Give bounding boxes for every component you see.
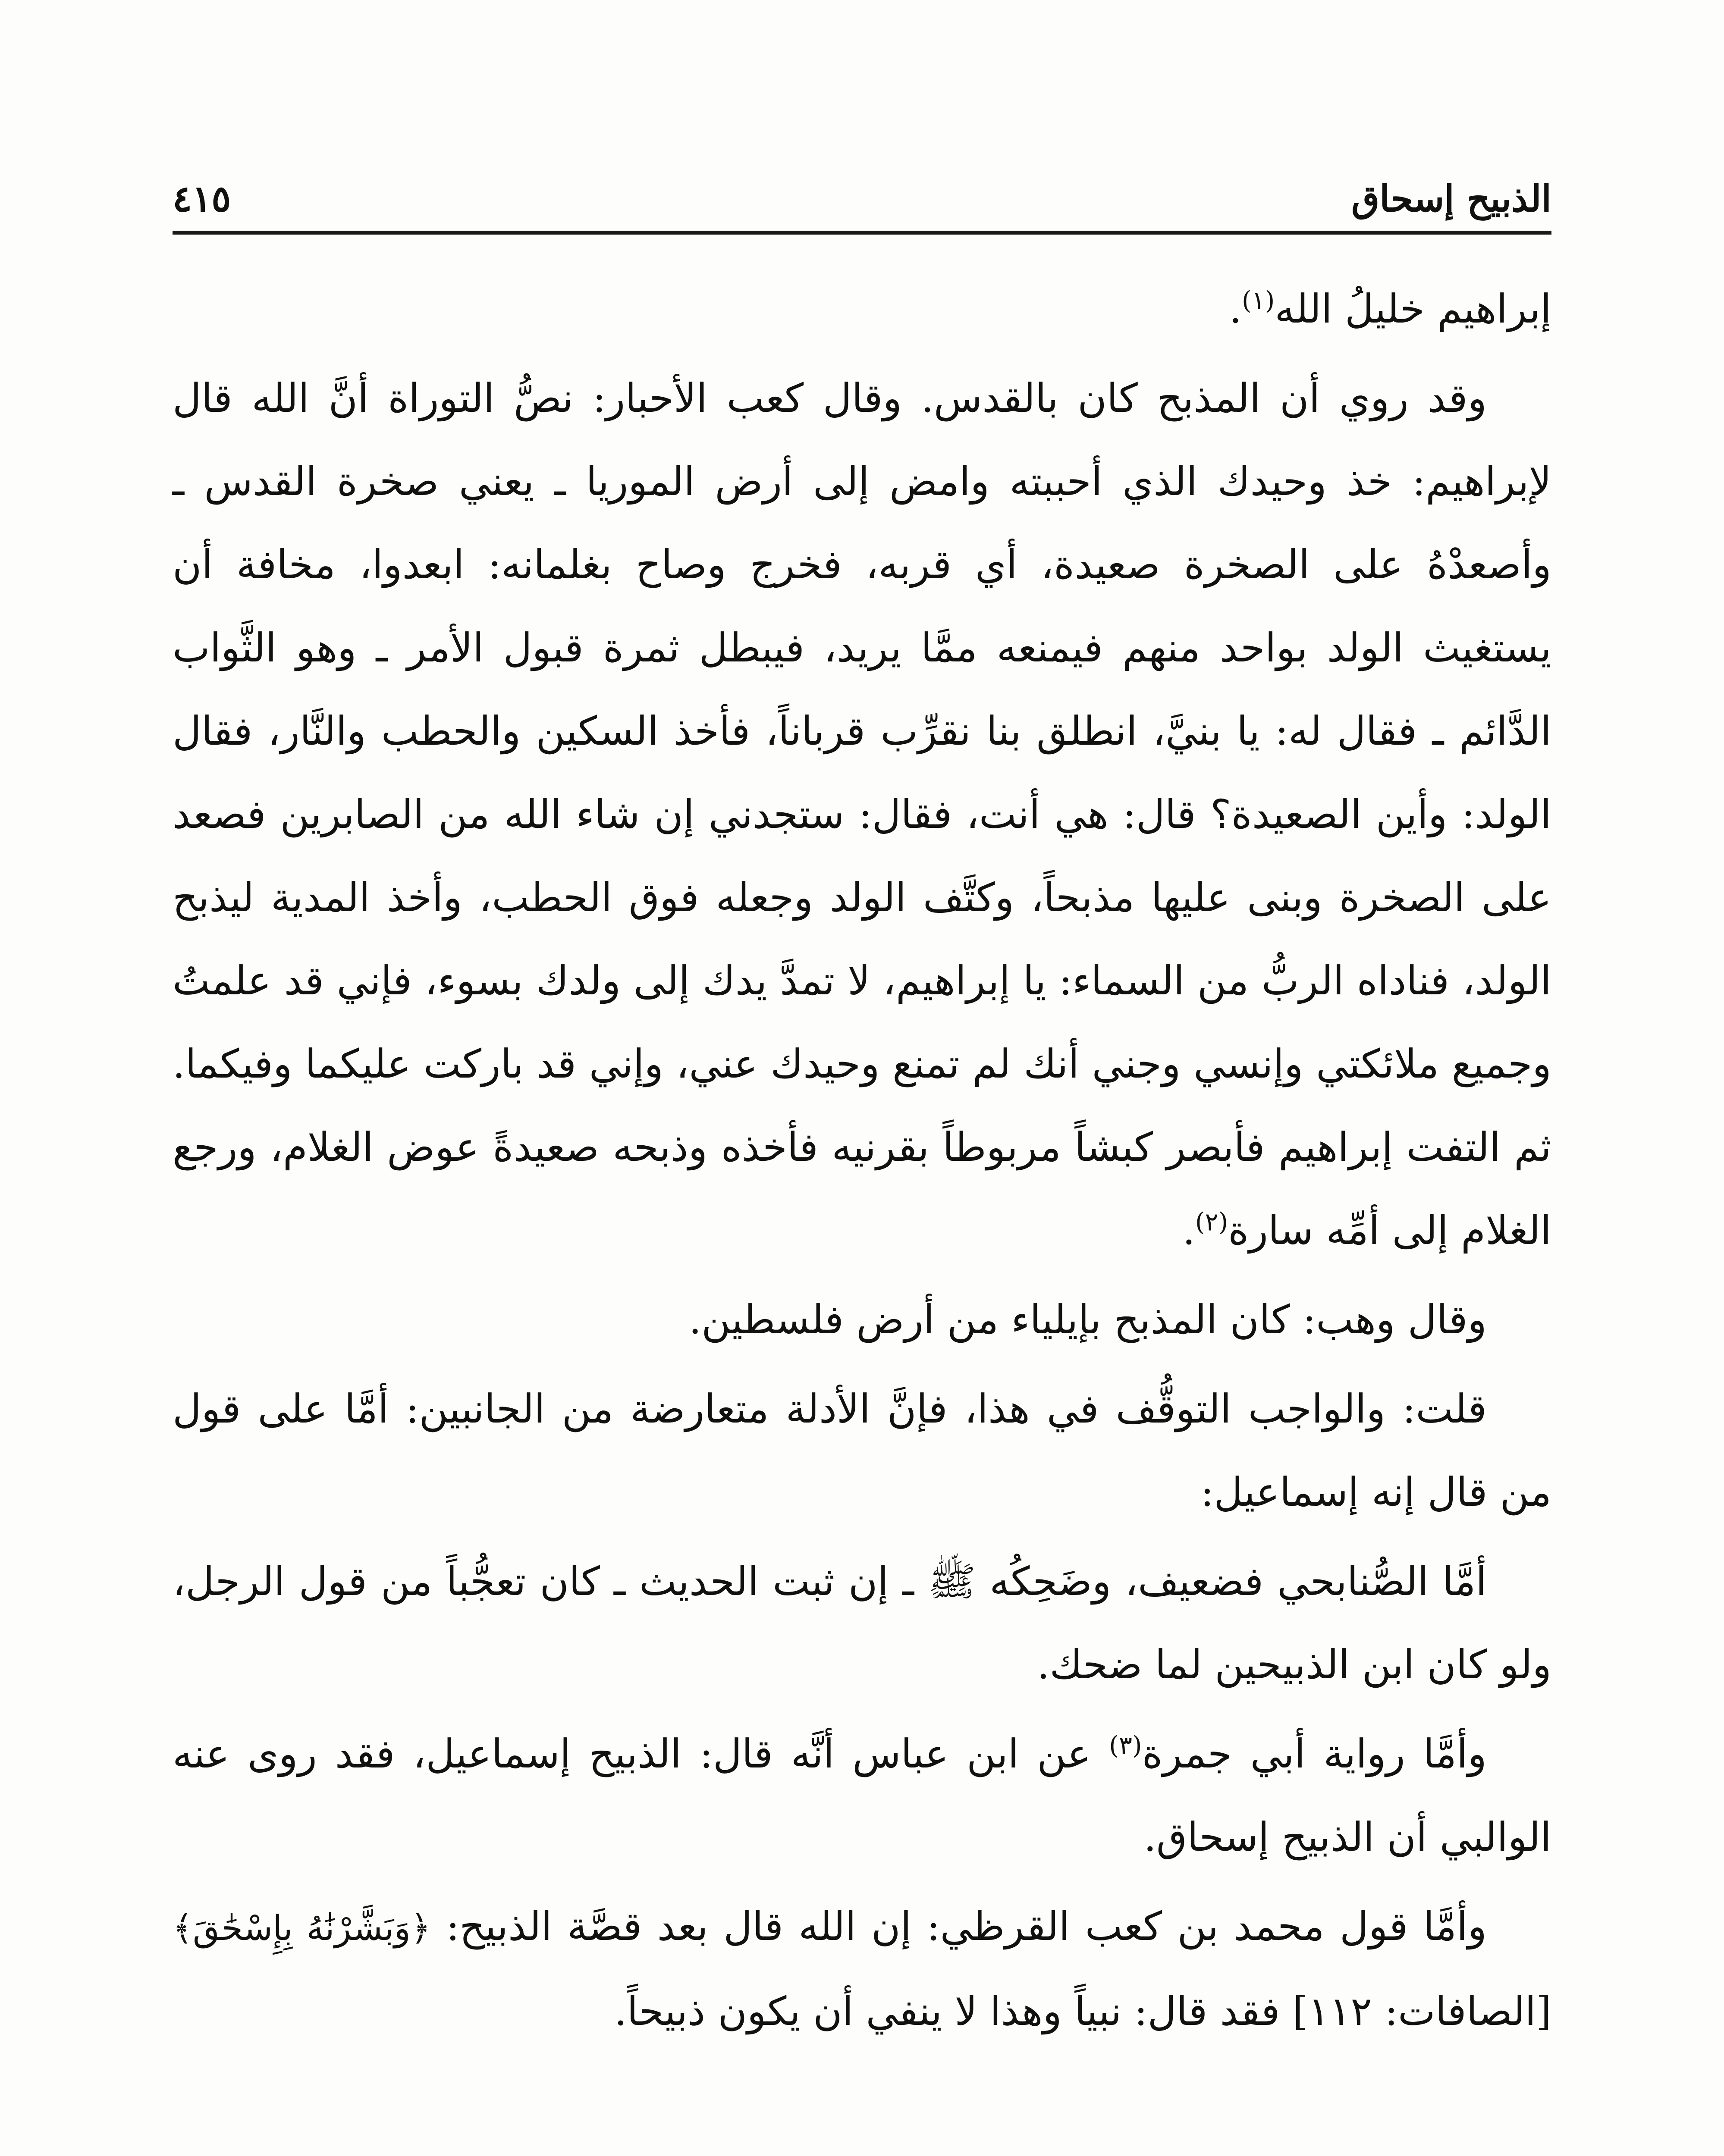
paragraph-text: إبراهيم خليلُ الله bbox=[1275, 286, 1551, 332]
paragraph-4 bbox=[173, 1367, 1551, 1534]
running-title: الذبيح إسحاق bbox=[1351, 177, 1551, 220]
paragraph-3 bbox=[173, 1278, 1551, 1361]
page-number: ٤١٥ bbox=[173, 177, 231, 220]
paragraph-1 bbox=[173, 267, 1551, 351]
paragraph-6 bbox=[173, 1712, 1551, 1879]
paragraph-2 bbox=[173, 357, 1551, 1272]
footnote-marker-2: (٢) bbox=[1195, 1207, 1228, 1237]
footnote-marker-3: (٣) bbox=[1109, 1730, 1142, 1760]
paragraph-text: وقد روي أن المذبح كان بالقدس. وقال كعب الأحبار: نصُّ التوراة أنَّ الله قال لإبراهيم: خذ وحيدك الذي أحببته وامض إلى أرض الموريا ـ يعني صخرة القدس ـ وأصعدْهُ على الصخرة صعيدة، أي قربه، فخرج وصاح بغلمانه: ابعدوا، مخافة أن يستغيث الولد بواحد منهم فيمنعه ممَّا يريد، فيبطل ثمرة قبول الأمر ـ وهو الثَّواب الدَّائم ـ فقال له: يا بنيَّ، انطلق بنا نقرِّب قرباناً، فأخذ السكين والحطب والنَّار، فقال الولد: وأين الصعيدة؟ قال: هي أنت، فقال: ستجدني إن شاء الله من الصابرين فصعد على الصخرة وبنى عليها مذبحاً، وكتَّف الولد وجعله فوق الحطب، وأخذ المدية ليذبح الولد، فناداه الربُّ من السماء: يا إبراهيم، لا تمدَّ يدك إلى ولدك بسوء، فإني قد علمتُ وجميع ملائكتي وإنسي وجني أنك لم تمنع وحيدك عني، وإني قد باركت عليكما وفيكما. ثم التفت إبراهيم فأبصر كبشاً مربوطاً بقرنيه فأخذه وذبحه صعيدةً عوض الغلام، ورجع الغلام إلى أمِّه سارة bbox=[173, 375, 1551, 1253]
paragraph-text: أمَّا الصُّنابحي فضعيف، وضَحِكُه ﷺ ـ إن ثبت الحديث ـ كان تعجُّباً من قول الرجل، ولو كان ابن الذبيحين لما ضحك. bbox=[173, 1558, 1551, 1688]
paragraph-text: وأمَّا رواية أبي جمرة bbox=[1142, 1731, 1487, 1777]
paragraph-text: وقال وهب: كان المذبح بإيلياء من أرض فلسطين. bbox=[688, 1297, 1487, 1343]
paragraph-text: عن ابن عباس أنَّه قال: الذبيح إسماعيل، فقد روى عنه الوالبي أن الذبيح إسحاق. bbox=[173, 1731, 1551, 1860]
page-header bbox=[173, 147, 1551, 220]
footnote-marker-1: (١) bbox=[1241, 285, 1275, 315]
paragraph-tail: . bbox=[1229, 286, 1242, 332]
paragraph-tail: . bbox=[1182, 1207, 1195, 1253]
paragraph-5 bbox=[173, 1540, 1551, 1706]
main-text bbox=[173, 267, 1551, 2059]
paragraph-7 bbox=[173, 1885, 1551, 2053]
quran-verse: ﴿وَبَشَّرْنَٰهُ بِإِسْحَٰقَ﴾ bbox=[173, 1908, 431, 1948]
paragraph-text: وأمَّا قول محمد بن كعب القرظي: إن الله قال بعد قصَّة الذبيح: bbox=[430, 1903, 1487, 1949]
paragraph-text: قلت: والواجب التوقُّف في هذا، فإنَّ الأدلة متعارضة من الجانبين: أمَّا على قول من قال إنه إسماعيل: bbox=[173, 1386, 1551, 1515]
paragraph-text: [الصافات: ١١٢] فقد قال: نبياً وهذا لا ينفي أن يكون ذبيحاً. bbox=[614, 1988, 1551, 2034]
header-rule bbox=[173, 231, 1551, 235]
